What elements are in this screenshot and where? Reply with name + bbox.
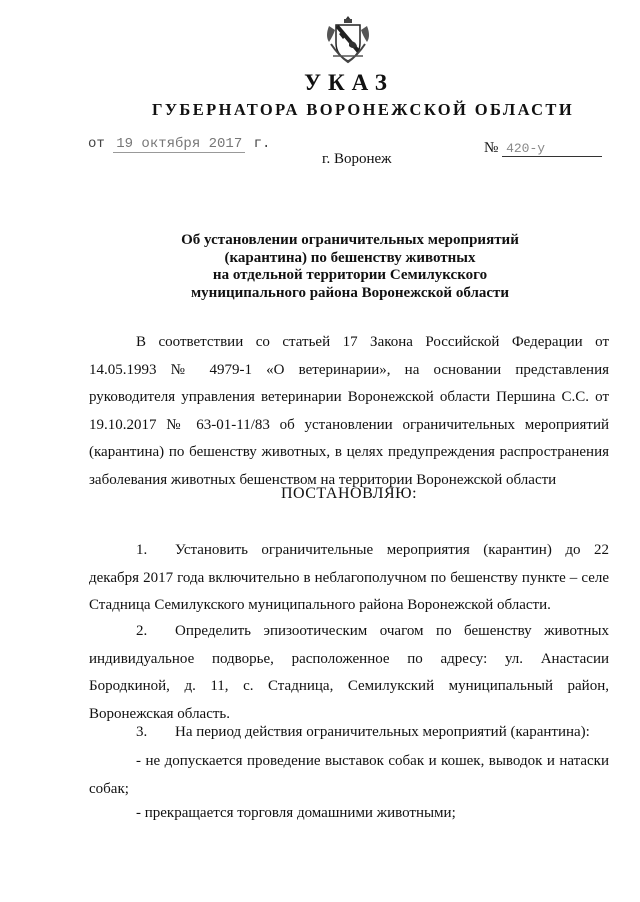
title-line: (карантина) по бешенству животных: [224, 249, 476, 266]
decree-item: [89, 618, 609, 728]
item-text: На период действия ограничительных мероприятий (карантина):: [175, 724, 590, 740]
number-label: №: [484, 140, 499, 156]
item-number: 3.: [136, 724, 148, 740]
title-line: муниципального района Воронежской области: [190, 284, 510, 301]
preamble-paragraph: В соответствии со статьей 17 Закона Российской Федерации от 14.05.1993 № 4979-1 «О ветеринарии», на основании представления руководителя управления ветеринарии Воронежской области Першина С.С. от 19.10.2017 № 63-01-11/83 об установлении ограничительных мероприятий (карантина) по бешенству животных, в целях предупреждения распространения заболевания животных бешенством на территории Воронежской области: [89, 334, 609, 488]
coat-of-arms-icon: [323, 12, 373, 68]
date-suffix: г.: [253, 136, 271, 152]
decree-subitem: - не допускается проведение выставок собак и кошек, выводок и натаски собак;: [89, 753, 609, 797]
decree-item: [89, 719, 609, 747]
decree-item: [89, 537, 609, 620]
city-line: г. Воронеж: [322, 151, 392, 167]
decree-subitem: - прекращается торговля домашними животными;: [136, 805, 456, 821]
document-type: УКАЗ: [304, 70, 394, 95]
item-text: Определить эпизоотическим очагом по бешенству животных индивидуальное подворье, расположенное по адресу: ул. Анастасии Бородкиной, д. 11, с. Стадница, Семилукский муниципальный район, Воронежская область.: [89, 623, 609, 722]
title-line: Об установлении ограничительных мероприятий: [181, 232, 519, 248]
number-value: 420-у: [502, 141, 602, 157]
item-number: 1.: [136, 542, 148, 558]
title-line: на отдельной территории Семилукского: [212, 267, 488, 283]
document-date: [88, 136, 270, 152]
item-text: Установить ограничительные мероприятия (карантин) до 22 декабря 2017 года включительно в неблагополучном по бешенству пункте – селе Стадница Семилукского муниципального района Воронежской области.: [89, 542, 609, 613]
document-title: [140, 232, 560, 302]
document-issuer: ГУБЕРНАТОРА ВОРОНЕЖСКОЙ ОБЛАСТИ: [152, 100, 575, 119]
decree-heading: ПОСТАНОВЛЯЮ:: [280, 485, 418, 502]
document-number: [484, 140, 602, 157]
date-value: 19 октября 2017: [113, 136, 245, 153]
date-prefix: от: [88, 136, 105, 152]
item-number: 2.: [136, 623, 148, 639]
